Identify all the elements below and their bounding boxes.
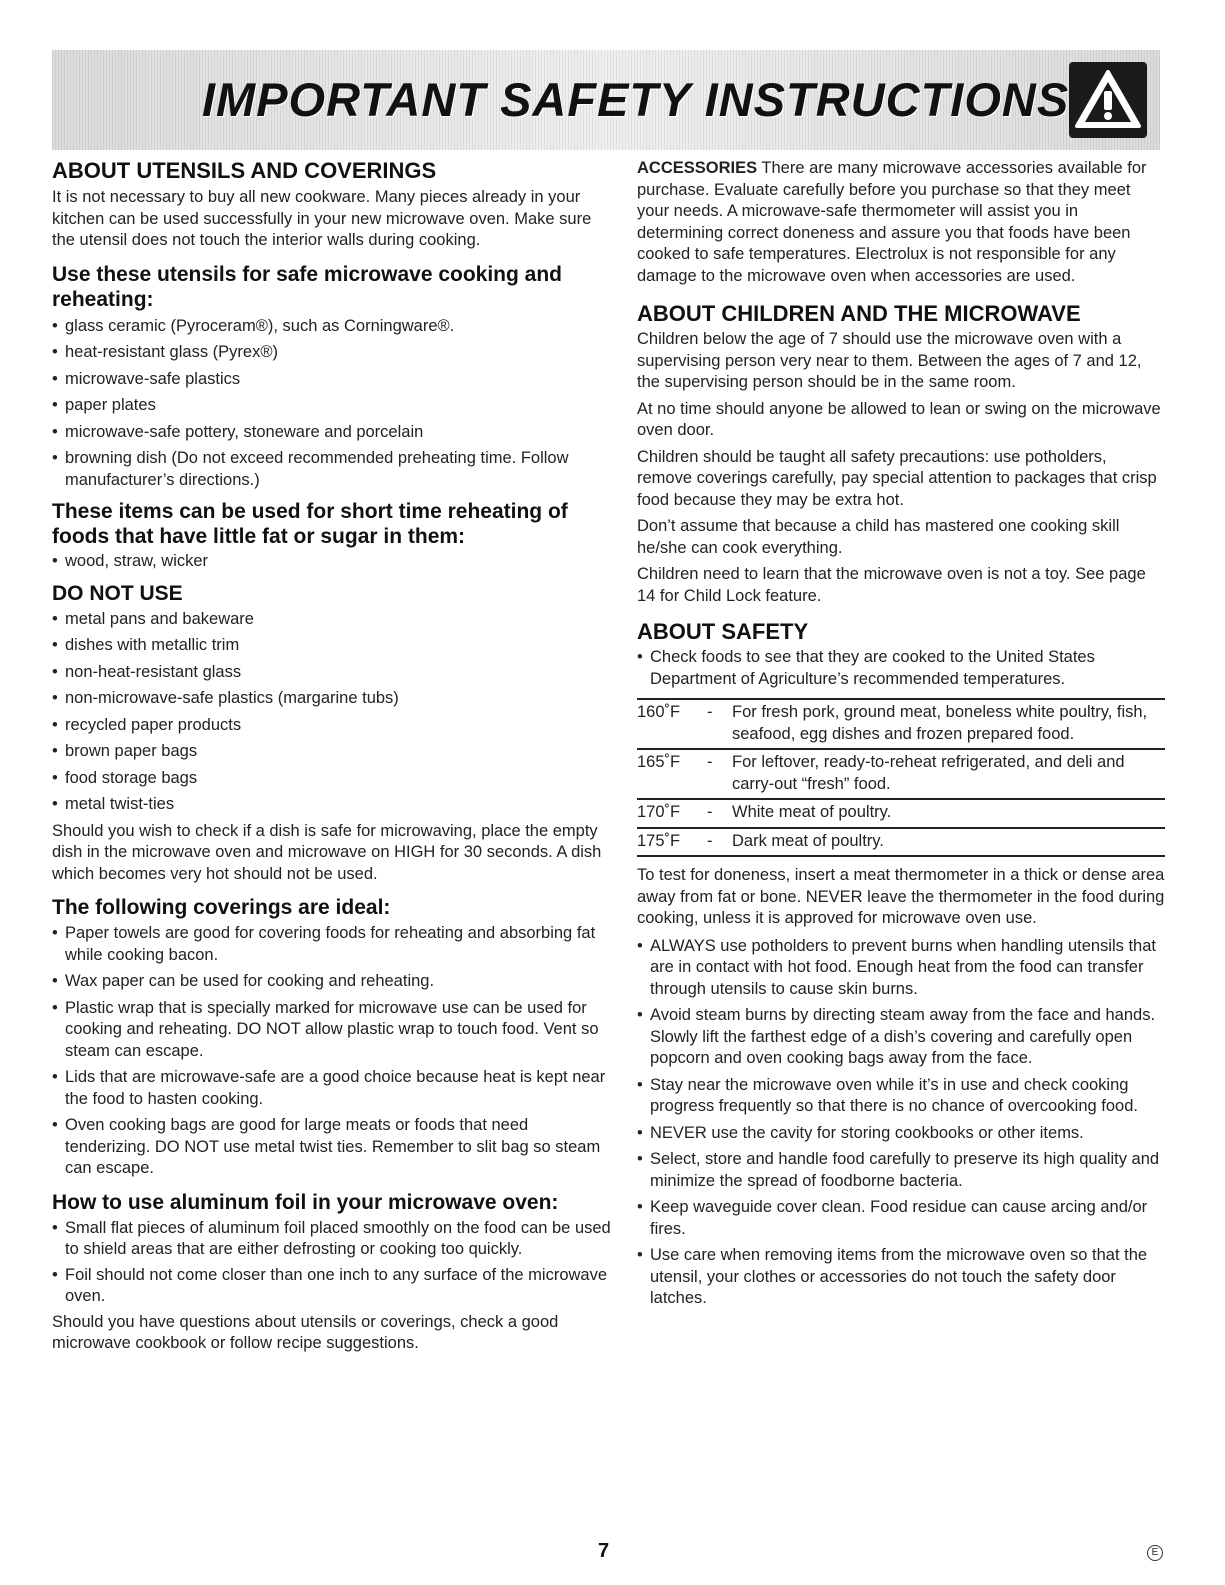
accessories-text: There are many microwave accessories available for purchase. Evaluate carefully before you purchase so that they meet your needs. A microwave-safe thermometer will assist you in determining correct doneness and assure you that foods have been cooked to safe temperatures. Electrolux is not responsible for any damage to the microwave oven when accessories are used. [637, 159, 1147, 285]
do-not-use-item: • metal twist-ties [52, 795, 175, 813]
dish-check-paragraph: Should you wish to check if a dish is safe for microwaving, place the empty dish in the microwave oven and microwave on HIGH for 30 seconds. A dish which becomes very hot should not be used. [52, 821, 602, 883]
do-not-use-item-text: recycled paper products [65, 715, 242, 734]
do-not-use-item: • recycled paper products [52, 715, 242, 734]
foil-heading: How to use aluminum foil in your microwave oven: [52, 1190, 559, 1214]
use-utensil-item: • paper plates [52, 396, 156, 414]
safety-intro-item: • Check foods to see that they are cooked to the United States Department of Agriculture’s recommended temperatures. [637, 648, 1095, 688]
do-not-use-item-text: metal twist-ties [65, 795, 175, 813]
use-utensil-item: • heat-resistant glass (Pyrex®) [52, 343, 278, 361]
safety-item: • ALWAYS use potholders to prevent burns when handling utensils that are in contact with hot food. Enough heat from the food can transfer through utensils to cause skin burns. [637, 936, 1156, 998]
children-paragraphs [637, 329, 1165, 607]
temperature-description: For leftover, ready-to-reheat refrigerated, and deli and carry-out “fresh” food. [732, 753, 1125, 793]
short-reheat-heading: These items can be used for short time reheating of foods that have little fat or sugar in them: [52, 500, 568, 548]
temperature-table [637, 698, 1165, 857]
safety-item: • Stay near the microwave oven while it’s in use and check cooking progress frequently so that there is no chance of overcooking food. [637, 1075, 1138, 1115]
do-not-use-item: • food storage bags [52, 768, 198, 787]
safety-item: • Use care when removing items from the microwave oven so that the utensil, your clothes or accessories do not touch the safety door latches. [637, 1246, 1148, 1307]
safety-heading: ABOUT SAFETY [637, 619, 809, 644]
temperature-description: Dark meat of poultry. [732, 831, 884, 850]
temperature-value: 160˚F [637, 703, 681, 721]
safety-item-text: Stay near the microwave oven while it’s in use and check cooking progress frequently so that there is no chance of overcooking food. [650, 1075, 1138, 1115]
safety-item: • Keep waveguide cover clean. Food residue can cause arcing and/or fires. [637, 1198, 1148, 1238]
do-not-use-list [52, 609, 612, 816]
short-reheat-item-text: wood, straw, wicker [65, 552, 209, 570]
use-utensil-item-text: paper plates [65, 396, 156, 414]
use-utensil-item: • microwave-safe plastics [52, 369, 241, 388]
short-reheat-item: • wood, straw, wicker [52, 552, 209, 570]
children-paragraph: At no time should anyone be allowed to lean or swing on the microwave oven door. [637, 399, 1161, 439]
foil-item-text: Small flat pieces of aluminum foil placed smoothly on the food can be used to shield areas that are either defrosting or cooking too quickly. [65, 1218, 611, 1258]
safety-item: • Avoid steam burns by directing steam away from the face and hands. Slowly lift the farthest edge of a dish’s covering and carefully open popcorn and oven cooking bags away from the face. [637, 1006, 1156, 1067]
use-utensil-item-text: microwave-safe pottery, stoneware and porcelain [65, 422, 424, 441]
foil-list [52, 1218, 612, 1308]
use-utensil-item-text: microwave-safe plastics [65, 369, 241, 388]
safety-banner [52, 50, 1160, 150]
doneness-paragraph: To test for doneness, insert a meat thermometer in a thick or dense area away from fat or bone. NEVER leave the thermometer in the food during cooking, unless it is approved for microwave oven use. [637, 866, 1165, 927]
use-utensil-item-text: heat-resistant glass (Pyrex®) [65, 343, 278, 361]
temperature-value: 165˚F [637, 753, 681, 771]
covering-item: • Wax paper can be used for cooking and reheating. [52, 972, 435, 990]
covering-item: • Paper towels are good for covering foods for reheating and absorbing fat while cooking bacon. [52, 924, 596, 964]
use-utensil-item-text: browning dish (Do not exceed recommended preheating time. Follow manufacturer’s directions.) [65, 449, 569, 489]
coverings-list [52, 923, 612, 1180]
do-not-use-item-text: food storage bags [65, 768, 198, 787]
do-not-use-item: • metal pans and bakeware [52, 609, 254, 628]
coverings-heading: The following coverings are ideal: [52, 896, 391, 919]
warning-triangle-icon [1069, 62, 1147, 138]
children-paragraph: Don’t assume that because a child has mastered one cooking skill he/she can cook everything. [637, 517, 1120, 557]
use-utensil-item: • glass ceramic (Pyroceram®), such as Corningware®. [52, 316, 455, 335]
questions-paragraph: Should you have questions about utensils or coverings, check a good microwave cookbook or follow recipe suggestions. [52, 1312, 559, 1352]
safety-intro-text: Check foods to see that they are cooked to the United States Department of Agriculture’s recommended temperatures. [650, 648, 1095, 688]
safety-item-text: Use care when removing items from the microwave oven so that the utensil, your clothes or accessories do not touch the safety door latches. [650, 1246, 1148, 1307]
utensils-paragraph: It is not necessary to buy all new cookware. Many pieces already in your kitchen can be used successfully in your new microwave oven. Make sure the utensil does not touch the interior walls during cooking. [52, 188, 592, 249]
temperature-dash: - [707, 753, 713, 771]
children-heading: ABOUT CHILDREN AND THE MICROWAVE [637, 301, 1081, 326]
covering-item-text: Oven cooking bags are good for large meats or foods that need tenderizing. DO NOT use metal twist ties. Remember to slit bag so steam can escape. [65, 1116, 601, 1177]
safety-item-text: ALWAYS use potholders to prevent burns when handling utensils that are in contact with hot food. Enough heat from the food can transfer through utensils to cause skin burns. [650, 936, 1156, 998]
do-not-use-item-text: dishes with metallic trim [65, 636, 240, 654]
children-paragraph: Children need to learn that the microwave oven is not a toy. See page 14 for Child Lock feature. [637, 565, 1146, 605]
use-utensils-heading: Use these utensils for safe microwave cooking and reheating: [52, 262, 562, 311]
covering-item: • Oven cooking bags are good for large meats or foods that need tenderizing. DO NOT use metal twist ties. Remember to slit bag so steam can escape. [52, 1116, 601, 1177]
children-paragraph: Children should be taught all safety precautions: use potholders, remove coverings carefully, pay special attention to packages that crisp food because they may be extra hot. [637, 447, 1157, 509]
temperature-row [637, 700, 1165, 750]
temperature-dash: - [707, 803, 713, 821]
temperature-description: White meat of poultry. [732, 803, 892, 821]
safety-item-text: Select, store and handle food carefully to preserve its high quality and minimize the spread of foodborne bacteria. [650, 1150, 1160, 1190]
accessories-lead: ACCESSORIES [637, 159, 758, 177]
language-mark: E [1147, 1545, 1163, 1561]
do-not-use-item: • brown paper bags [52, 742, 198, 760]
foil-item: • Foil should not come closer than one inch to any surface of the microwave oven. [52, 1265, 608, 1305]
covering-item-text: Plastic wrap that is specially marked for microwave use can be used for cooking and reheating. DO NOT allow plastic wrap to touch food. Vent so steam can escape. [65, 998, 599, 1060]
temperature-row [637, 750, 1165, 800]
safety-list [637, 936, 1165, 1310]
temperature-value: 170˚F [637, 803, 681, 821]
use-utensil-item: • microwave-safe pottery, stoneware and porcelain [52, 422, 424, 441]
accessories-paragraph [637, 158, 1165, 287]
safety-item-text: Avoid steam burns by directing steam away from the face and hands. Slowly lift the farthest edge of a dish’s covering and carefully open popcorn and oven cooking bags away from the face. [650, 1006, 1156, 1067]
do-not-use-item-text: non-heat-resistant glass [65, 662, 242, 681]
right-column [637, 158, 1165, 1315]
covering-item: • Plastic wrap that is specially marked for microwave use can be used for cooking and reheating. DO NOT allow plastic wrap to touch food. Vent so steam can escape. [52, 998, 599, 1060]
do-not-use-item: • dishes with metallic trim [52, 636, 240, 654]
page-number: 7 [598, 1540, 610, 1562]
banner-title: IMPORTANT SAFETY INSTRUCTIONS [202, 73, 1070, 126]
covering-item-text: Wax paper can be used for cooking and reheating. [65, 972, 435, 990]
do-not-use-item-text: brown paper bags [65, 742, 198, 760]
do-not-use-heading: DO NOT USE [52, 581, 183, 605]
use-utensils-list [52, 316, 612, 492]
use-utensil-item: • browning dish (Do not exceed recommended preheating time. Follow manufacturer’s directions.) [52, 449, 569, 489]
temperature-row [637, 829, 1165, 858]
covering-item-text: Paper towels are good for covering foods for reheating and absorbing fat while cooking bacon. [65, 924, 596, 964]
covering-item-text: Lids that are microwave-safe are a good choice because heat is kept near the food to hasten cooking. [65, 1068, 606, 1108]
temperature-description: For fresh pork, ground meat, boneless white poultry, fish, seafood, egg dishes and frozen prepared food. [732, 703, 1148, 743]
safety-item: • Select, store and handle food carefully to preserve its high quality and minimize the spread of foodborne bacteria. [637, 1150, 1160, 1190]
foil-item: • Small flat pieces of aluminum foil placed smoothly on the food can be used to shield areas that are either defrosting or cooking too quickly. [52, 1218, 611, 1258]
temperature-dash: - [707, 703, 713, 721]
temperature-dash: - [707, 831, 713, 850]
foil-item-text: Foil should not come closer than one inch to any surface of the microwave oven. [65, 1265, 608, 1305]
left-column [52, 158, 612, 1355]
do-not-use-item: • non-heat-resistant glass [52, 662, 242, 681]
short-reheat-list [52, 551, 612, 573]
temperature-value: 175˚F [637, 831, 681, 850]
utensils-heading: ABOUT UTENSILS AND COVERINGS [52, 158, 437, 183]
safety-item: • NEVER use the cavity for storing cookbooks or other items. [637, 1123, 1084, 1142]
do-not-use-item-text: non-microwave-safe plastics (margarine tubs) [65, 689, 399, 707]
temperature-row [637, 800, 1165, 829]
covering-item: • Lids that are microwave-safe are a good choice because heat is kept near the food to hasten cooking. [52, 1068, 606, 1108]
safety-item-text: Keep waveguide cover clean. Food residue can cause arcing and/or fires. [650, 1198, 1148, 1238]
do-not-use-item: • non-microwave-safe plastics (margarine tubs) [52, 689, 399, 707]
children-paragraph: Children below the age of 7 should use the microwave oven with a supervising person very near to them. Between the ages of 7 and 12, the supervising person should be in the same room. [637, 330, 1142, 391]
use-utensil-item-text: glass ceramic (Pyroceram®), such as Corningware®. [65, 316, 455, 335]
safety-item-text: NEVER use the cavity for storing cookbooks or other items. [650, 1123, 1084, 1142]
do-not-use-item-text: metal pans and bakeware [65, 609, 254, 628]
